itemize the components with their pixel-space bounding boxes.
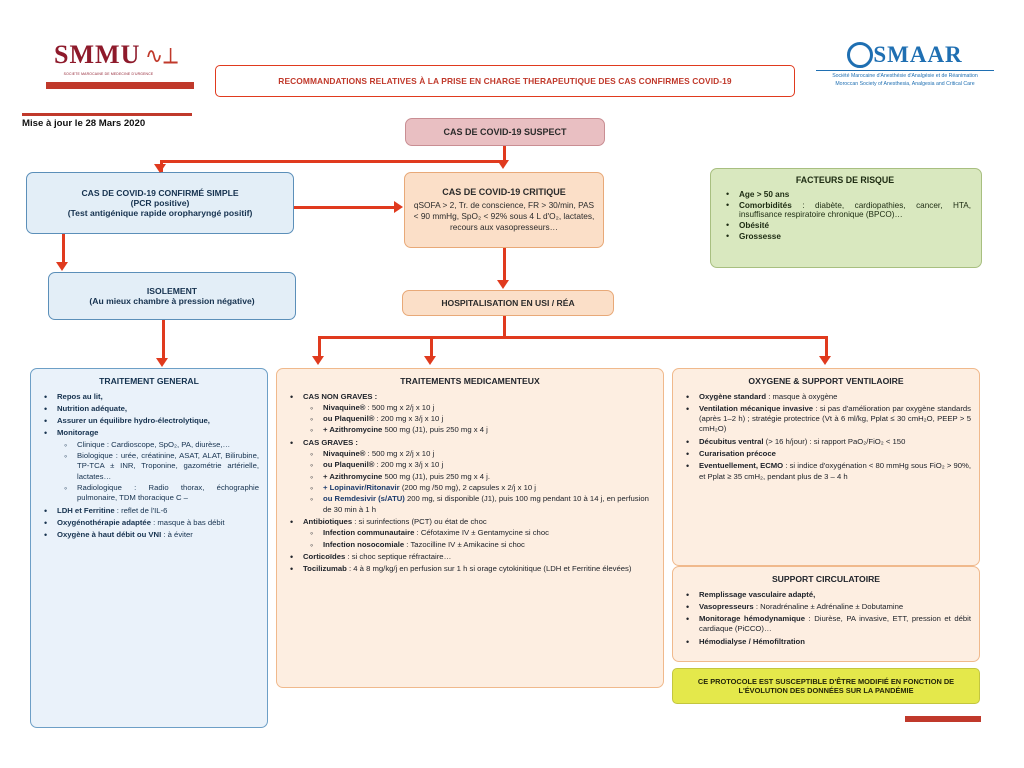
page-title: RECOMMANDATIONS RELATIVES À LA PRISE EN CHARGE THERAPEUTIQUE DES CAS CONFIRMES COVID-19 — [215, 65, 795, 97]
list-item — [51, 518, 259, 528]
list-item — [51, 416, 259, 426]
smmu-logo-bar — [46, 82, 194, 89]
list-item-label: Ventilation mécanique invasive — [699, 403, 814, 413]
list-item — [317, 494, 655, 515]
list-item-label: Curarisation précoce — [699, 449, 776, 459]
node-line2: (PCR positive) — [130, 198, 190, 208]
drug-name: ou Plaquenil® — [323, 414, 375, 424]
drug-dose: : Tazocilline IV ± Amikacine si choc — [404, 539, 525, 549]
footer-note: CE PROTOCOLE EST SUSCEPTIBLE D'ÊTRE MODIFIÉ EN FONCTION DE L'ÉVOLUTION DES DONNÉES SUR LA PANDÉMIE — [672, 668, 980, 704]
list-item — [317, 414, 655, 424]
list-item-label: Nutrition adéquate, — [57, 403, 128, 413]
drug-name: ou Plaquenil® — [323, 460, 375, 470]
drug-dose: : 200 mg x 3/j x 10 j — [374, 460, 444, 470]
list-item-rest: (> 16 h/jour) : si rapport PaO₂/FiO₂ < 150 — [763, 436, 906, 446]
traitement-general-card — [30, 368, 268, 728]
list-item-label: Assurer un équilibre hydro-électrolytique, — [57, 416, 210, 426]
list-item — [297, 552, 655, 562]
drug-name: Nivaquine® — [323, 449, 366, 459]
list-item — [317, 483, 655, 493]
list-item-label: CAS NON GRAVES : — [303, 391, 378, 401]
list-item-label: Age > 50 ans — [739, 190, 790, 199]
drug-dose: : Céfotaxime IV ± Gentamycine si choc — [414, 528, 549, 538]
drug-name: Nivaquine® — [323, 402, 366, 412]
arrowhead-icon — [497, 160, 509, 169]
connector — [503, 248, 506, 282]
traitements-medicamenteux-card — [276, 368, 664, 688]
list-item-rest: : si choc septique réfractaire… — [345, 551, 452, 561]
list-item — [317, 540, 655, 550]
list-item-label: Oxygène standard — [699, 391, 767, 401]
list-item — [693, 614, 971, 635]
smaar-logo-line2: Moroccan Society of Anesthesia, Analgesia and Critical Care — [835, 81, 975, 87]
list-item — [693, 437, 971, 447]
list-item: ◦ Radiologique : Radio thorax, échographie pulmonaire, TDM thoracique C – — [71, 483, 259, 504]
connector — [318, 336, 828, 339]
list-item-label: Obésité — [739, 221, 770, 230]
list-item — [297, 392, 655, 436]
list-item-rest: : masque à oxygène — [766, 391, 838, 401]
node-hospitalisation: HOSPITALISATION EN USI / RÉA — [402, 290, 614, 316]
arrowhead-icon — [424, 356, 436, 365]
node-cas-critique — [404, 172, 604, 248]
list-item — [693, 637, 971, 647]
list-item — [51, 530, 259, 540]
list-item — [317, 449, 655, 459]
node-line2: (Au mieux chambre à pression négative) — [89, 296, 255, 306]
smmu-logo-subtitle: SOCIETE MAROCAINE DE MEDECINE D'URGENCE — [63, 72, 154, 76]
drug-dose: 500 mg (J1), puis 250 mg x 4 j. — [382, 471, 490, 481]
list-item-label: Repos au lit, — [57, 391, 103, 401]
arrowhead-icon — [394, 201, 403, 213]
drug-dose: : 500 mg x 2/j x 10 j — [365, 402, 435, 412]
node-title: CAS DE COVID-19 CRITIQUE — [442, 186, 566, 197]
support-circulatoire-card — [672, 566, 980, 662]
connector — [62, 234, 65, 264]
list-item-label: Décubitus ventral — [699, 436, 764, 446]
connector — [160, 160, 505, 163]
cas-non-graves-list — [303, 403, 655, 436]
connector — [503, 316, 506, 338]
list-item-label: Oxygénothérapie adaptée — [57, 517, 151, 527]
drug-name: + Azithromycine — [323, 471, 383, 481]
connector — [294, 206, 394, 209]
list-item — [297, 438, 655, 515]
list-item — [297, 564, 655, 574]
drug-dose: 500 mg (J1), puis 250 mg x 4 j — [382, 425, 488, 435]
list-item-rest: : si pas d'amélioration par oxygène standards (après 1–2 h) ; stratégie protectrice (Vt à 6 ml/kg, Pplat ≤ 30 cmH₂O, PEEP > 5 cmH₂O) — [699, 403, 971, 434]
node-line3: (Test antigénique rapide oropharyngé positif) — [67, 208, 253, 218]
list-item-label: LDH et Ferritine — [57, 505, 115, 515]
list-item — [297, 517, 655, 550]
oxygene-support-ventilatoire-card — [672, 368, 980, 566]
arrowhead-icon — [819, 356, 831, 365]
list-item-rest: : masque à bas débit — [151, 517, 225, 527]
cas-graves-list — [303, 449, 655, 515]
list-item — [317, 403, 655, 413]
date-bar — [22, 113, 192, 116]
arrowhead-icon — [154, 164, 166, 173]
drug-dose: (200 mg /50 mg), 2 capsules x 2/j x 10 j — [399, 483, 536, 493]
update-date: Mise à jour le 28 Mars 2020 — [22, 118, 146, 129]
list-item-label: : diabète, cardiopathies, cancer, HTA, insuffisance respiratoire chronique (BPCO)… — [739, 201, 971, 219]
list-item — [317, 472, 655, 482]
list-item — [693, 602, 971, 612]
card-title: TRAITEMENT GENERAL — [99, 376, 199, 386]
list-item-label: CAS GRAVES : — [303, 437, 358, 447]
drug-name: Infection communautaire — [323, 528, 415, 538]
list-item-label: Corticoïdes — [303, 551, 346, 561]
list-item — [733, 232, 971, 241]
list-item — [317, 425, 655, 435]
node-isolement — [48, 272, 296, 320]
oxygene-list — [681, 392, 971, 483]
list-item — [51, 392, 259, 402]
drug-name: + Lopinavir/Ritonavir — [323, 483, 400, 493]
node-cas-confirme-simple — [26, 172, 294, 234]
arrowhead-icon — [56, 262, 68, 271]
risk-factors-title: FACTEURS DE RISQUE — [795, 175, 895, 185]
card-title: TRAITEMENTS MEDICAMENTEUX — [400, 376, 540, 386]
arrowhead-icon — [497, 280, 509, 289]
list-item-label: Monitorage hémodynamique — [699, 614, 806, 624]
list-item: ◦ Clinique : Cardioscope, SpO₂, PA, diurèse,… — [71, 440, 259, 450]
drug-name: + Azithromycine — [323, 425, 383, 435]
drug-dose: : 500 mg x 2/j x 10 j — [365, 449, 435, 459]
card-title: OXYGENE & SUPPORT VENTILAOIRE — [748, 376, 904, 386]
divider — [816, 70, 994, 71]
list-item — [693, 461, 971, 482]
smaar-logo-line1: Société Marocaine d'Anesthésie d'Analgésie et de Réanimation — [832, 73, 978, 79]
list-item-label: Antibiotiques — [303, 516, 353, 526]
medicaments-list — [285, 392, 655, 575]
list-item: • Comorbidités : diabète, cardiopathies, cancer, HTA, insuffisance respiratoire chronique (BPCO)… — [733, 201, 971, 219]
list-item — [693, 404, 971, 435]
arrowhead-icon — [156, 358, 168, 367]
node-body: qSOFA > 2, Tr. de conscience, FR > 30/min, PAS < 90 mmHg, SpO₂ < 92% sous 4 L d'O₂, lactates, recours aux vasopresseurs… — [413, 199, 595, 233]
drug-name: Infection nosocomiale — [323, 539, 405, 549]
circulatoire-list — [681, 590, 971, 648]
node-title: CAS DE COVID-19 CONFIRMÉ SIMPLE — [81, 188, 239, 198]
node-cas-suspect: CAS DE COVID-19 SUSPECT — [405, 118, 605, 146]
list-item-rest: : si surinfections (PCT) ou état de choc — [352, 516, 487, 526]
drug-dose: : 200 mg x 3/j x 10 j — [374, 414, 444, 424]
list-item-rest: : reflet de l'IL-6 — [114, 505, 168, 515]
list-item-rest: : à éviter — [161, 530, 193, 540]
connector — [162, 320, 165, 362]
list-item-rest: : 4 à 8 mg/kg/j en perfusion sur 1 h si orage cytokinitique (LDH et Ferritine élevées) — [346, 564, 632, 574]
list-item-label: Remplissage vasculaire adapté, — [699, 589, 816, 599]
list-item — [51, 404, 259, 414]
smmu-logo-text: SMMU — [54, 40, 141, 69]
list-item — [317, 528, 655, 538]
drug-name: ou Remdesivir (s/ATU) — [323, 494, 405, 504]
node-title: ISOLEMENT — [146, 286, 198, 296]
list-item — [693, 590, 971, 600]
smaar-logo-text: SMAAR — [873, 42, 963, 67]
card-title: SUPPORT CIRCULATOIRE — [771, 574, 881, 584]
list-item-label: Vasopresseurs — [699, 601, 754, 611]
list-item — [51, 428, 259, 503]
list-item-label: Hémodialyse / Hémofiltration — [699, 636, 805, 646]
list-item — [51, 506, 259, 516]
antibiotiques-list — [303, 528, 655, 550]
list-item-rest: : Noradrénaline ± Adrénaline ± Dobutamine — [753, 601, 904, 611]
list-item-label: Monitorage — [57, 428, 99, 438]
circle-icon — [847, 42, 873, 68]
traitement-general-list — [39, 392, 259, 541]
list-item-label: Grossesse — [739, 232, 781, 241]
risk-factors-box — [710, 168, 982, 268]
heartbeat-icon: ∿⟂ — [144, 43, 178, 68]
arrowhead-icon — [312, 356, 324, 365]
list-item-rest: : si indice d'oxygénation < 80 mmHg sous FiO₂ > 90%, et Pplat ≥ 35 cmH₂, pendant plus de 3 – 4 h — [699, 461, 972, 481]
list-item — [733, 221, 971, 230]
list-item-label: Tocilizumab — [303, 564, 347, 574]
list-item — [733, 190, 971, 199]
list-item-label: Oxygène à haut débit ou VNI — [57, 530, 162, 540]
footer-bar — [905, 716, 981, 722]
smaar-logo — [814, 42, 996, 87]
list-item-rest: : Diurèse, PA invasive, ETT, pression et débit cardiaque (PiCCO)… — [699, 614, 971, 634]
list-item — [693, 392, 971, 402]
list-item — [693, 449, 971, 459]
risk-factors-list — [719, 190, 971, 241]
drug-dose: 200 mg, si disponible (J1), puis 100 mg pendant 10 à 14 j, en perfusion de 30 min à 1 h — [323, 494, 649, 514]
list-item: ◦ Biologique : urée, créatinine, ASAT, ALAT, Bilirubine, TP-TCA ± INR, Troponine, gazométrie artérielle, lactates… — [71, 451, 259, 482]
monitorage-list — [57, 440, 259, 504]
list-item-label: Eventuellement, ECMO — [699, 461, 784, 471]
list-item — [317, 460, 655, 470]
smmu-logo — [46, 40, 186, 90]
